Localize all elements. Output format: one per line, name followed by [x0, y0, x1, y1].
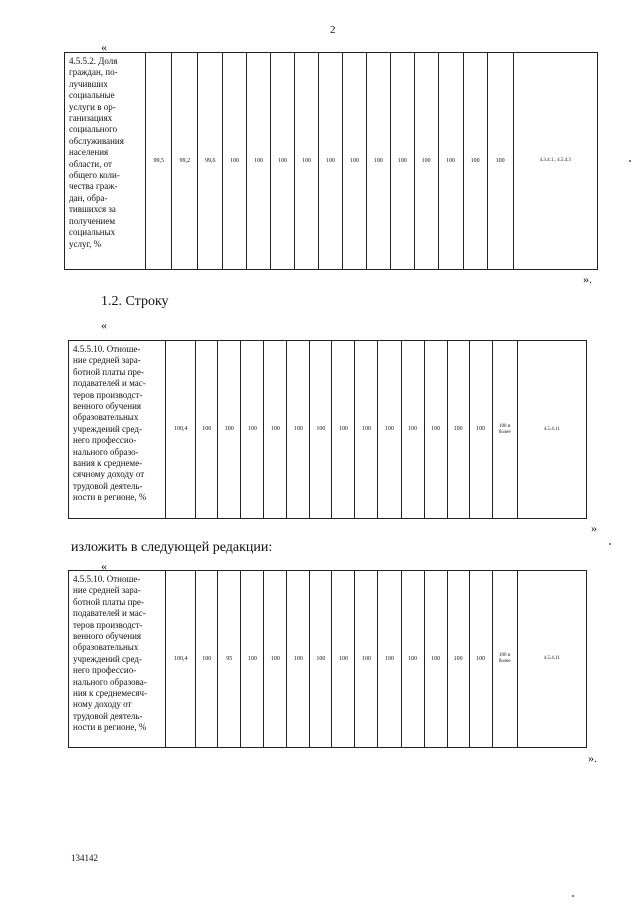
description-line: венного обучения	[73, 631, 142, 642]
value-cell: 100	[223, 53, 247, 270]
description-line: трудовой деятель-	[73, 480, 143, 491]
indicator-description	[69, 341, 166, 519]
description-line: услуг, %	[69, 238, 102, 249]
value-cell: 100	[241, 571, 264, 748]
description-line: граждан, по-	[69, 67, 118, 78]
description-line: теров производст-	[73, 389, 143, 400]
value-cell: 100	[447, 341, 469, 519]
reference-cell: 4.5.4.11	[517, 341, 586, 519]
value-cell: 100	[342, 53, 366, 270]
description-line: социального	[69, 124, 118, 135]
open-quote-1: «	[101, 40, 107, 54]
value-cell: 100	[218, 341, 241, 519]
value-cell: 100	[355, 571, 378, 748]
value-cell: 100	[487, 53, 513, 270]
reference-cell: 4.5.4.11	[517, 571, 586, 748]
description-line: ботной платы пре-	[73, 596, 144, 607]
value-cell: 100	[401, 571, 424, 748]
value-cell: 100	[469, 341, 492, 519]
value-cell: 100	[241, 341, 264, 519]
description-line: дан, обра-	[69, 192, 108, 203]
description-line: ние средней зара-	[73, 355, 141, 366]
value-cell: 95	[218, 571, 241, 748]
value-cell: 100	[287, 341, 310, 519]
description-line: образовательных	[73, 412, 139, 423]
description-line: образовательных	[73, 642, 139, 653]
description-line: получением	[69, 215, 116, 226]
close-quote-1: ».	[583, 272, 592, 286]
description-line: области, от	[69, 158, 112, 169]
description-line: общего коли-	[69, 170, 120, 181]
value-cell: 100	[287, 571, 310, 748]
value-cell: 100	[390, 53, 414, 270]
value-cell: 100	[424, 571, 447, 748]
description-line: 4.5.5.10. Отноше-	[73, 574, 141, 584]
value-cell: 100	[438, 53, 463, 270]
scan-speck	[609, 543, 611, 545]
value-cell: 99,5	[146, 53, 172, 270]
description-line: 4.5.5.2. Доля	[69, 56, 118, 66]
description-line: социальных	[69, 227, 116, 238]
description-line: услуги в ор-	[69, 101, 116, 112]
value-cell: 99,6	[198, 53, 223, 270]
value-cell: 100	[366, 53, 390, 270]
description-line: трудовой деятель-	[73, 710, 143, 721]
value-cell: 100	[196, 571, 218, 748]
section-heading-new-edition: изложить в следующей редакции:	[71, 540, 273, 555]
value-cell: 100	[271, 53, 295, 270]
indicator-table-4-5-5-10-new	[68, 570, 587, 748]
indicator-table-4-5-5-10-old	[68, 340, 587, 519]
description-line: подавателей и мас-	[73, 608, 146, 619]
description-line: социальные	[69, 90, 115, 101]
value-cell: 100	[318, 53, 342, 270]
value-cell: 100	[310, 341, 332, 519]
value-cell: 100	[196, 341, 218, 519]
value-cell: 100	[469, 571, 492, 748]
description-line: ния к среднемесяч-	[73, 688, 147, 699]
close-quote-3: ».	[588, 751, 597, 765]
value-cell: 100	[264, 571, 287, 748]
description-line: лучивших	[69, 78, 108, 89]
value-cell: 100	[424, 341, 447, 519]
description-line: ние средней зара-	[73, 585, 141, 596]
page-number: 2	[330, 24, 336, 36]
value-cell: 100,4	[166, 341, 196, 519]
description-line: сячному доходу от	[73, 469, 145, 480]
description-line: чества граж-	[69, 181, 118, 192]
description-line: теров производст-	[73, 619, 143, 630]
description-line: него профессио-	[73, 665, 137, 676]
description-line: ности в регионе, %	[73, 722, 147, 733]
value-cell: 100	[401, 341, 424, 519]
open-quote-3: «	[101, 559, 107, 573]
indicator-description	[69, 571, 166, 748]
description-line: обслуживания	[69, 135, 124, 146]
value-cell: 100	[378, 571, 401, 748]
description-line: подавателей и мас-	[73, 378, 146, 389]
indicator-table-4-5-5-2	[64, 52, 598, 270]
value-cell: 100	[447, 571, 469, 748]
description-line: ности в регионе, %	[73, 492, 147, 503]
description-line: него профессио-	[73, 435, 137, 446]
value-cell: 100	[332, 571, 355, 748]
value-cell: 99,2	[172, 53, 198, 270]
description-line: учреждений сред-	[73, 653, 142, 664]
value-cell: 100	[414, 53, 438, 270]
open-quote-2: «	[101, 318, 107, 332]
close-quote-2: »	[591, 521, 597, 535]
value-cell: 100	[332, 341, 355, 519]
description-line: ботной платы пре-	[73, 366, 144, 377]
value-cell: 100	[378, 341, 401, 519]
description-line: вания к среднеме-	[73, 458, 143, 469]
description-line: нального образо-	[73, 446, 139, 457]
value-cell: 100	[463, 53, 487, 270]
description-line: ганизациях	[69, 113, 113, 124]
description-line: ному доходу от	[73, 699, 132, 710]
reference-cell: 4.3.4.1., 4.5.4.3	[513, 53, 597, 270]
value-cell: 100	[247, 53, 271, 270]
scan-speck	[629, 160, 631, 162]
last-value-cell: 100 и более	[492, 571, 517, 748]
document-code: 134142	[71, 853, 98, 863]
value-cell: 100	[310, 571, 332, 748]
indicator-description	[65, 53, 146, 270]
description-line: населения	[69, 147, 109, 158]
description-line: венного обучения	[73, 401, 142, 412]
value-cell: 100	[355, 341, 378, 519]
section-heading-1-2: 1.2. Строку	[101, 294, 169, 309]
description-line: тившихся за	[69, 204, 116, 215]
value-cell: 100	[264, 341, 287, 519]
value-cell: 100	[295, 53, 319, 270]
scan-speck	[572, 895, 574, 897]
description-line: нального образова-	[73, 676, 147, 687]
description-line: учреждений сред-	[73, 423, 142, 434]
last-value-cell: 100 и более	[492, 341, 517, 519]
description-line: 4.5.5.10. Отноше-	[73, 344, 141, 354]
value-cell: 100,4	[166, 571, 196, 748]
